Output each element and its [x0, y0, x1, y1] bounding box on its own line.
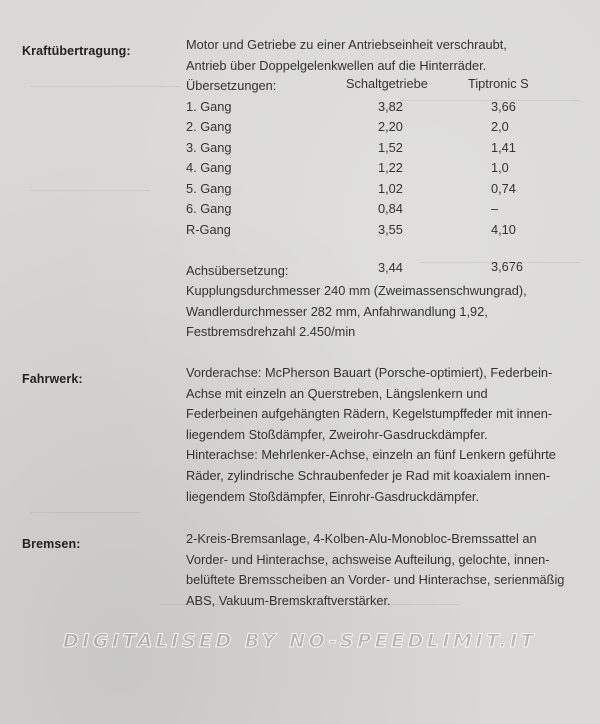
gear-ratio-table	[186, 76, 586, 282]
manual-ratio: 1,02	[378, 180, 403, 196]
tiptronic-final-drive: 3,676	[491, 259, 524, 274]
tiptronic-ratio: 4,10	[491, 221, 516, 237]
text-line: 2-Kreis-Bremsanlage, 4-Kolben-Alu-Monobloc-Bremssattel an	[186, 531, 537, 546]
table-row	[186, 158, 586, 179]
gear-label: 2. Gang	[186, 119, 232, 134]
tiptronic-ratio: 1,0	[491, 160, 509, 175]
text-line: Vorder- und Hinterachse, achsweise Aufteilung, gelochte, innen-	[186, 551, 550, 567]
watermark: DIGITALISED BY NO-SPEEDLIMIT.IT	[63, 630, 537, 652]
text-line: Wandlerdurchmesser 282 mm, Anfahrwandlung 1,92,	[186, 303, 488, 319]
kraft-outro	[186, 281, 586, 343]
text-line: Kupplungsdurchmesser 240 mm (Zweimassenschwungrad),	[186, 283, 527, 298]
manual-ratio: 3,55	[378, 221, 403, 237]
tiptronic-ratio: 0,74	[491, 180, 516, 196]
tiptronic-ratio: 3,66	[491, 98, 516, 114]
text-line: Räder, zylindrische Schraubenfeder je Rad mit koaxialem innen-	[186, 467, 551, 483]
final-drive-row	[186, 261, 586, 282]
text-line: Achse mit einzeln an Querstreben, Längslenkern und	[186, 385, 488, 401]
gear-label: 6. Gang	[186, 201, 232, 216]
gear-label: 4. Gang	[186, 160, 232, 175]
text-line: liegendem Stoßdämpfer, Einrohr-Gasdruckdämpfer.	[186, 488, 480, 504]
final-drive-label: Achsübersetzung:	[186, 263, 289, 278]
gear-label: 3. Gang	[186, 139, 232, 155]
text-line: Motor und Getriebe zu einer Antriebseinheit verschraubt,	[186, 37, 507, 52]
table-row	[186, 117, 586, 138]
text-line: Festbremsdrehzahl 2.450/min	[186, 324, 356, 340]
manual-ratio: 2,20	[378, 119, 403, 134]
text-line: Federbeinen aufgehängten Rädern, Kegelstumpffeder mit innen-	[186, 406, 553, 422]
table-row	[186, 220, 586, 241]
manual-ratio: 3,82	[378, 98, 403, 114]
text-line: Vorderachse: McPherson Bauart (Porsche-optimiert), Federbein-	[186, 365, 553, 380]
gear-label: R-Gang	[186, 221, 231, 237]
manual-ratio: 1,22	[378, 160, 403, 175]
tiptronic-ratio: –	[491, 201, 499, 216]
manual-ratio: 1,52	[378, 139, 403, 155]
kraft-intro	[186, 35, 586, 76]
bleed-through-line	[30, 190, 150, 191]
gear-label: 5. Gang	[186, 180, 232, 196]
section-label-fahrwerk: Fahrwerk:	[22, 372, 83, 386]
bleed-through-line	[30, 512, 140, 513]
fahrwerk-text	[186, 363, 586, 507]
text-line: Antrieb über Doppelgelenkwellen auf die Hinterräder.	[186, 57, 487, 73]
header-tiptronic: Tiptronic S	[468, 76, 529, 91]
gear-label: 1. Gang	[186, 98, 232, 114]
gear-table-header	[186, 76, 586, 97]
manual-final-drive: 3,44	[378, 260, 403, 275]
table-row	[186, 199, 586, 220]
table-row	[186, 179, 586, 200]
table-row	[186, 138, 586, 159]
table-row	[186, 97, 586, 118]
tiptronic-ratio: 2,0	[491, 119, 509, 134]
text-line: ABS, Vakuum-Bremskraftverstärker.	[186, 592, 391, 608]
bleed-through-line	[30, 86, 180, 87]
section-label-bremsen: Bremsen:	[22, 537, 81, 551]
text-line: belüftete Bremsscheiben an Vorder- und Hinterachse, serienmäßig	[186, 572, 565, 588]
header-uebersetzungen: Übersetzungen:	[186, 78, 277, 93]
text-line: Hinterachse: Mehrlenker-Achse, einzeln an fünf Lenkern geführte	[186, 447, 556, 463]
bremsen-text	[186, 529, 586, 611]
text-line: liegendem Stoßdämpfer, Zweirohr-Gasdruckdämpfer.	[186, 426, 488, 442]
manual-ratio: 0,84	[378, 201, 403, 216]
tiptronic-ratio: 1,41	[491, 139, 516, 155]
header-schaltgetriebe: Schaltgetriebe	[346, 76, 428, 91]
section-label-kraftuebertragung: Kraftübertragung:	[22, 44, 131, 58]
